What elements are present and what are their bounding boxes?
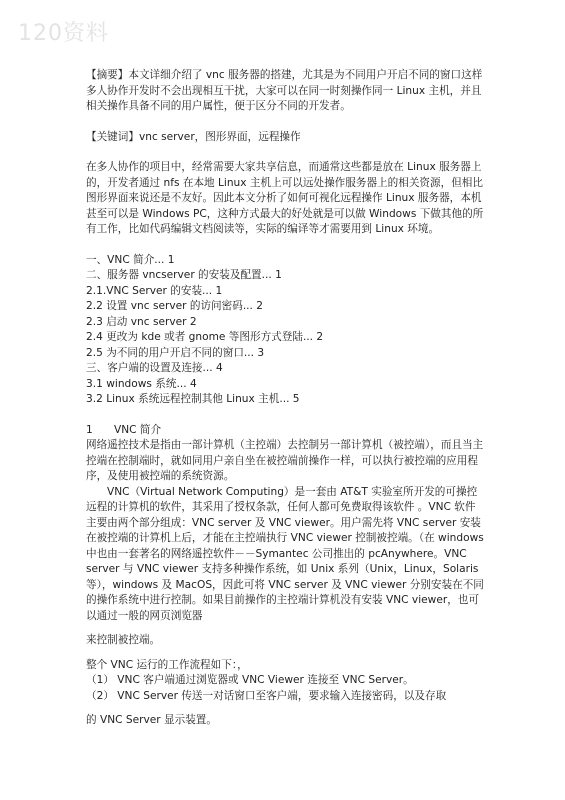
section-title: VNC 简介 bbox=[114, 423, 162, 436]
section-paragraph: 网络遥控技术是指由一部计算机（主控端）去控制另一部计算机（被控端），而且当主控端在控制端时，就如同用户亲自坐在被控端前操作一样，可以执行被控端的应用程序，及使用被控端的系统资源。 bbox=[86, 439, 484, 482]
toc-item[interactable]: 三、客户端的设置及连接... 4 bbox=[86, 362, 223, 374]
keywords-paragraph: 【关键词】vnc server，图形界面，远程操作 bbox=[86, 130, 301, 143]
workflow-intro: 整个 VNC 运行的工作流程如下：， bbox=[86, 658, 248, 671]
section-paragraph-end: 来控制被控端。 bbox=[86, 634, 161, 646]
document-page bbox=[86, 68, 486, 729]
workflow-step: （1） VNC 客户端通过浏览器或 VNC Viewer 连接至 VNC Server。 bbox=[86, 674, 414, 686]
toc-item[interactable]: 3.2 Linux 系统远程控制其他 Linux 主机... 5 bbox=[86, 393, 300, 405]
toc-item[interactable]: 2.3 启动 vnc server 2 bbox=[86, 315, 197, 328]
toc-item[interactable]: 2.2 设置 vnc server 的访问密码... 2 bbox=[86, 300, 264, 312]
toc-item[interactable]: 2.1.VNC Server 的安装... 1 bbox=[86, 284, 223, 297]
workflow-step-end: 的 VNC Server 显示装置。 bbox=[86, 714, 217, 726]
toc-item[interactable]: 一、VNC 简介... 1 bbox=[86, 253, 175, 266]
toc-item[interactable]: 二、服务器 vncserver 的安装及配置... 1 bbox=[86, 269, 282, 281]
table-of-contents bbox=[86, 253, 486, 408]
toc-item[interactable]: 2.4 更改为 kde 或者 gnome 等图形方式登陆... 2 bbox=[86, 331, 324, 343]
toc-item[interactable]: 3.1 windows 系统... 4 bbox=[86, 377, 197, 390]
abstract-paragraph: 【摘要】本文详细介绍了 vnc 服务器的搭建，尤其是为不同用户开启不同的窗口这样多人协作开发时不会出现相互干扰，大家可以在同一时刻操作同一 Linux 主机，并且相关操作具备不同的用户属性，便于区分不同的开发者。 bbox=[86, 69, 483, 112]
section-heading bbox=[86, 423, 486, 439]
workflow-step: （2） VNC Server 传送一对话窗口至客户端，要求输入连接密码，以及存取 bbox=[86, 689, 447, 702]
section-paragraph: VNC（Virtual Network Computing）是一套由 AT&T 实验室所开发的可操控远程的计算机的软件，其采用了授权条款，任何人都可免费取得该软件 。VNC 软件主要由两个部分组成：VNC server 及 VNC viewer。用户需先将 VNC server 安装在被控端的计算机上后，才能在主控端执行 VNC viewer 控制被控端。（在 windows 中也由一套著名的网络遥控软件－－Symantec 公司推出的 pcAnywhere。VNC server 与 VNC viewer 支持多种操作系统，如 Unix 系列（Unix，Linux，Solaris 等），windows 及 MacOS，因此可将 VNC server 及 VNC viewer 分别安装在不同的操作系统中进行控制。如果目前操作的主控端计算机没有安装 VNC viewer，也可以通过一般的网页浏览器 bbox=[86, 485, 484, 622]
toc-item[interactable]: 2.5 为不同的用户开启不同的窗口... 3 bbox=[86, 346, 265, 359]
intro-paragraph: 在多人协作的项目中，经常需要大家共享信息，而通常这些都是放在 Linux 服务器上的，开发者通过 nfs 在本地 Linux 主机上可以远处操作服务器上的相关资源，但相比图形界面来说还是不友好。因此本文分析了如何可视化远程操作 Linux 服务器，本机甚至可以是 Windows PC，这种方式最大的好处就是可以做 Windows 下做其他的所有工作，比如代码编辑文档阅读等，实际的编译等才需要用到 Linux 环境。 bbox=[86, 161, 484, 235]
section-number: 1 bbox=[86, 423, 93, 436]
watermark: 120资料 bbox=[18, 21, 109, 46]
